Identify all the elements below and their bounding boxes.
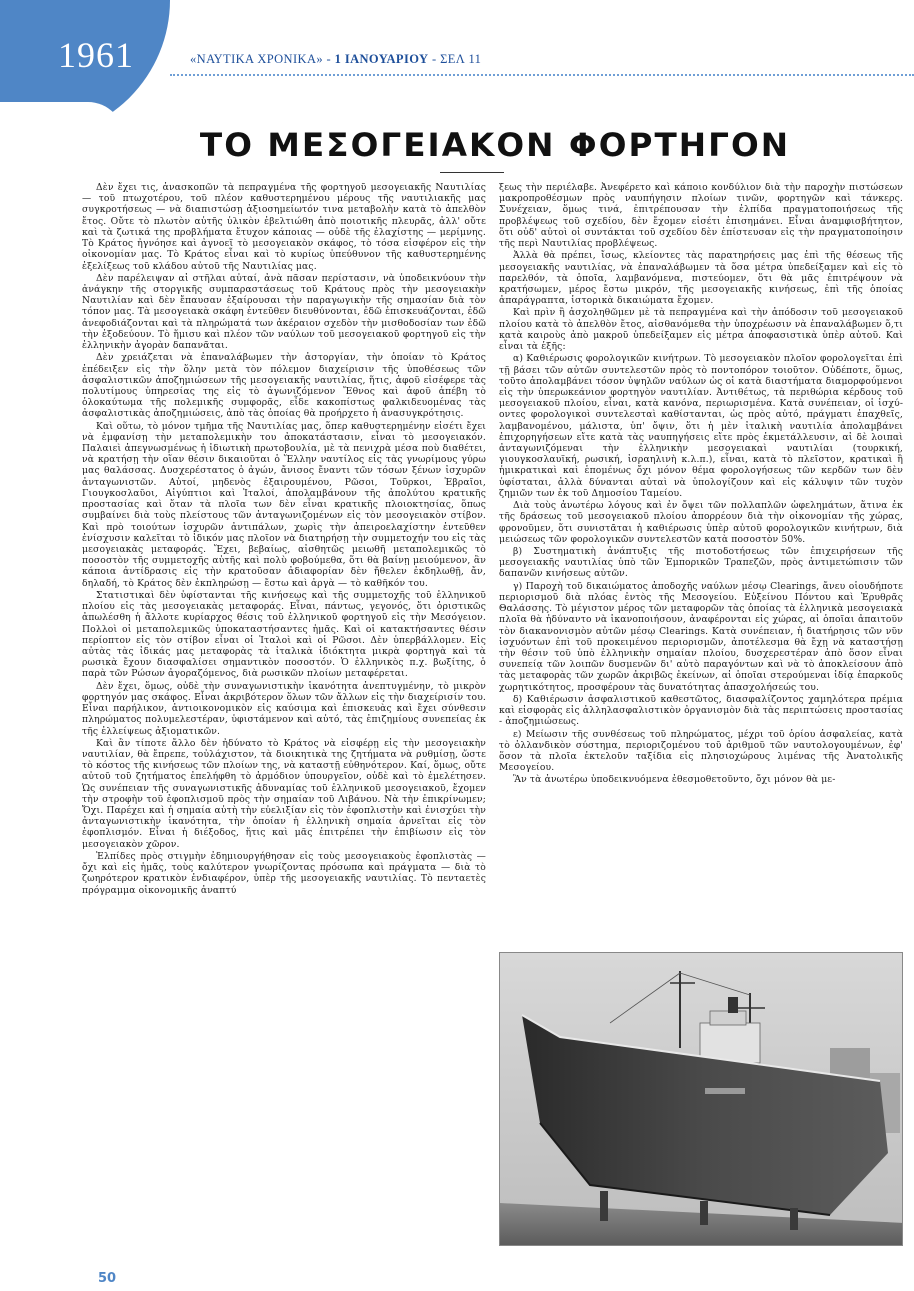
- title-underline: [440, 172, 504, 173]
- paragraph: γ) Παροχὴ τοῦ δικαιώματος ἀποδοχῆς ναύλων μέσῳ Clearings, ἄνευ οἱουδήποτε περιορισμοῦ διὰ πλόας ἐντὸς τῆς Μεσογείου. Εὐξείνου Πόντου καὶ Ἐρυθρᾶς Θαλάσσης. Τὸ μέγιστον μέρος τῶν μεταφορῶν τὰς ὁποίας τὰ ἑλληνικὰ μεσογειακὰ πλοῖα θὰ ἠδύναντο νὰ ἱκανοποιήσουν, ἀναφέρονται εἰς χώρας, αἱ ὁποῖαι ἀπαιτοῦν τὸν διακανονισμὸν αὐτῶν μέσῳ Clearings. Κατὰ συνέπειαν, ἡ διατήρησις τῶν νῦν ἰσχυόντων ἐπὶ τοῦ προκειμένου περιορισμῶν, ἀποτέλεσμα θὰ ἔχῃ νὰ καταστήσῃ τὴν θέσιν τοῦ ὑπὸ ἑλληνικὴν σημαίαν πλοίου, δυσχερεστέραν ἀπὸ ὅσον εἶναι συνεπείᾳ τῶν λοιπῶν δυσμενῶν δι' αὐτὸ παραγόντων καὶ νὰ τὸ ἀποκλείσουν ἀπὸ τὰς μεταφορὰς τῶν χωρῶν ἀκριβῶς ἐκείνων, αἱ ὁποῖαι στερούμεναι ἰδίᾳ ἐπαρκοῦς χωρητικότητος, προσφέρουν τὰς δυνατότητας ἀπασχολήσεώς του.: [499, 580, 903, 693]
- paragraph: ξεως τὴν περιέλαβε. Ἀνεφέρετο καὶ κάποιο κονδύλιον διὰ τὴν παροχὴν πιστώσεων μακροπροθέσμων πρὸς ναυπήγησιν πλοίων τινῶν, φορτηγῶν καὶ τάνκερς. Συνέχειαν, ὅμως τινά, ἐπιτρέπουσαν τὴν ἐλπίδα πραγματοποιήσεως τῆς προβλέψεως τοῦ σχεδίου, δὲν ἔχομεν εἰσέτι ἐπισημάνει. Εἶναι ἀναμφισβήτητον, ὅτι οὐδ' αὐτοὶ οἱ συντάκται τοῦ σχεδίου δὲν ἐπίστευσαν εἰς τὴν πραγματοποίησιν τῆς περὶ Ναυτιλίας προβλέψεως.: [499, 182, 903, 250]
- article-left-column: [82, 182, 486, 1122]
- article-right-column: [499, 182, 903, 940]
- running-head-prefix: «ΝΑΥΤΙΚΑ ΧΡΟΝΙΚΑ» -: [190, 52, 332, 66]
- page-number: 50: [98, 1271, 117, 1286]
- paragraph: ε) Μείωσιν τῆς συνθέσεως τοῦ πληρώματος, μέχρι τοῦ ὁρίου ἀσφαλείας, κατὰ τὸ ὁλλανδικὸν σύστημα, περιοριζομένου τοῦ ἀριθμοῦ τῶν ναυτολογουμένων, ἐφ' ὅσον τὰ πλοῖα ἐκτελοῦν ταξίδια εἰς πλησιοχώρους λιμένας τῆς Ἀνατολικῆς Μεσογείου.: [499, 728, 903, 774]
- paragraph: Καὶ πρὶν ἢ ἀσχοληθῶμεν μὲ τὰ πεπραγμένα καὶ τὴν ἀπόδοσιν τοῦ μεσογειακοῦ πλοίου κατὰ τὸ ἀπελθὸν ἔτος, αἰσθανόμεθα τὴν ὑποχρέωσιν νὰ ἐπαναλάβωμεν ὅ,τι κατὰ καιροὺς ἀπὸ μακροῦ ὑπεδείξαμεν εἰς μέτρα ἀποφασιστικὰ ὑπὲρ αὐτοῦ. Καὶ εἶναι τὰ ἑξῆς:: [499, 307, 903, 353]
- article-title: ΤΟ ΜΕΣΟΓΕΙΑΚΟΝ ΦΟΡΤΗΓΟΝ: [199, 126, 791, 164]
- cargo-ship-photo: [499, 952, 903, 1246]
- paragraph: Δὲν παρέλειψαν αἱ στῆλαι αὐταί, ἀνὰ πᾶσαν περίστασιν, νὰ ὑποδεικνύουν τὴν ἀνάγκην τῆς στοργικῆς συμπαραστάσεως τοῦ Κράτους πρὸς τὴν μεσογειακὴν Ναυτιλίαν καὶ δὲν ἔπαυσαν ἐξαίρουσαι τὴν παραγωγικὴν τῆς σημασίαν διὰ τὸν τόπον μας. Τὰ μεσογειακὰ σκάφη ἐντεῦθεν διευθύνονται, ἐδῶ ἐπισκευάζονται, ἐδῶ ἀνεφοδιάζονται καὶ τὰ πληρώματά των ἀκέραιον σχεδὸν τὴν μισθοδοσίαν των ἐδῶ τὴν ἐξοδεύουν. Τὸ ἥμισυ καὶ πλέον τῶν ναύλων τοῦ μεσογειακοῦ φορτηγοῦ εἰς τὴν ἑλληνικὴν ἀγορὰν δαπανᾶται.: [82, 272, 486, 352]
- paragraph: Ἂν τὰ ἀνωτέρω ὑποδεικνυόμενα ἐθεσμοθετοῦντο, ὄχι μόνον θὰ με-: [513, 774, 836, 786]
- paragraph: α) Καθιέρωσις φορολογικῶν κινήτρων. Τὸ μεσογειακὸν πλοῖον φορολογεῖται ἐπὶ τῇ βάσει τῶν αὐτῶν συντελεστῶν πρὸς τὸ ποντοπόρον τοιοῦτον. Οὐδέποτε, ὅμως, τοῦτο ἀπολαμβάνει τόσον ὑψηλῶν ναύλων ὡς οἱ κατὰ διαστήματα διαμορφούμενοι εἰς τὴν ὑπερωκεάνιον φορτηγὸν ναυτιλίαν. Ἀντιθέτως, τὰ περιθώρια κέρδους τοῦ μεσογειακοῦ πλοίου, εἶναι, κατὰ κανόνα, περιωρισμένα. Κατὰ συνέπειαν, οἱ ἰσχύοντες φορολογικοὶ συντελεσταὶ καθίστανται, ὡς πρὸς αὐτό, πράγματι ἐπαχθεῖς, λαμβανομένου, μάλιστα, ὑπ' ὄψιν, ὅτι ἡ μὲν ἰταλικὴ ναυτιλία ἀπολαμβάνει ἐπιχορηγήσεων εἴτε κατὰ τὰς ναυπηγήσεις εἴτε πρὸς ἐκμετάλλευσιν, αἱ δὲ λοιπαὶ ἀνταγωνιζόμεναι τὴν ἑλληνικὴν μεσογειακαὶ ναυτιλίαι (τουρκική, γιουγκοσλαυϊκή, ρωσική, ἰσραηλινὴ κ.λ.π.), εἶναι, κατὰ τὸ πλεῖστον, κρατικαὶ ἢ ἡμικρατικαὶ καὶ ἑπομένως ὄχι μόνον θέμα φορολογήσεως τῶν κερδῶν των δὲν ὑφίσταται, ἀλλὰ δύνανται αὐταὶ νὰ ὑπολογίζουν καὶ εἰς κάλυψιν τῶν τυχὸν ζημιῶν των ἐκ τοῦ Δημοσίου Ταμείου.: [499, 353, 903, 499]
- paragraph: Ἐλπίδες πρὸς στιγμὴν ἐδημιουργήθησαν εἰς τοὺς μεσογειακοὺς ἐφοπλιστὰς — ὄχι καὶ εἰς ἡμᾶς, τοὺς καλύτερον γνωρίζοντας πρόσωπα καὶ πράγματα — διὰ τὸ ζωηρότερον κρατικὸν ἐνδιαφέρον, ὑπὲρ τῆς μεσογειακῆς ναυτιλίας. Τὸ πενταετὲς πρόγραμμα οἰκονομικῆς ἀναπτύ: [82, 850, 486, 896]
- paragraph: Διὰ τοὺς ἀνωτέρω λόγους καὶ ἐν ὄψει τῶν πολλαπλῶν ὠφελημάτων, ἅτινα ἐκ τῆς δράσεως τοῦ μεσογειακοῦ πλοίου ἀπορρέουν διὰ τὴν οἰκονομίαν τῆς χώρας, φρονοῦμεν, ὅτι συνιστᾶται ἡ καθιέρωσις ὑπὲρ αὐτοῦ φορολογικῶν κινήτρων, διὰ μειώσεως τῶν φορολογικῶν συντελεστῶν κατὰ ποσοστὸν 50%.: [499, 500, 903, 545]
- paragraph: Δὲν ἔχει, ὅμως, οὐδὲ τὴν συναγωνιστικὴν ἱκανότητα ἀνεπτυγμένην, τὸ μικρὸν φορτηγόν μας σκάφος. Εἶναι ἀκριβότερον ὅλων τῶν ἄλλων εἰς τὴν διαχείρισίν του. Εἶναι παρήλικον, ἀντιοικονομικὸν εἰς καύσιμα καὶ ἐπισκευὰς καὶ ἔχει σύνθεσιν πληρώματος πολυμελεστέραν, ὑφιστάμενον καὶ αὐτό, τὰς ἐπιζημίους συνεπείας ἐκ τῆς ἐλλείψεως ἀξιοματικῶν.: [82, 680, 486, 737]
- paragraph: Δὲν χρειάζεται νὰ ἐπαναλάβωμεν τὴν ἀστοργίαν, τὴν ὁποίαν τὸ Κράτος ἐπέδειξεν εἰς τὴν ὅλην μετὰ τὸν πόλεμον διαχείρισιν τῆς ὑποθέσεως τῶν ἀσφαλιστικῶν ἀποζημιώσεων τῆς μεσογειακῆς ναυτιλίας, ἥτις, ἀφοῦ εἰσέφερε τὰς πολυτίμους ὑπηρεσίας της εἰς τὸ ἀγωνιζόμενον Ἔθνος καὶ ἀφοῦ ἀπέβη τὸ ὁλοκαύτωμα τῆς πολεμικῆς συμφορᾶς, εἶδε κακοπίστως φαλκιδευομένας τὰς ἀσφαλιστικὰς ἀποζημιώσεις, ἀπὸ τὰς ὁποίας θὰ προήρχετο ἡ ἀνασυγκρότησις.: [82, 352, 486, 420]
- paragraph: Καὶ οὕτω, τὸ μόνον τμῆμα τῆς Ναυτιλίας μας, ὅπερ καθυστερημένην εἰσέτι ἔχει νὰ ἐμφανίσῃ τὴν μεταπολεμικὴν του ἀποκατάστασιν, εἶναι τὸ μεσογειακόν. Παλαιεὶ ἀπεγνωσμένως ἡ ἰδιωτικὴ πρωτοβουλία, μὲ τὰ πενιχρὰ μέσα ποὺ διαθέτει, νὰ κρατήσῃ τὴν οἵαν θέσιν δικαιοῦται ὁ Ἕλλην ναυτίλος εἰς τὰς γνωρίμους γύρω μας θαλάσσας. Δυσχερέστατος ὁ ἀγών, ἄνισος ἔναντι τῶν τόσων ξένων ἰσχυρῶν ἀνταγωνιστῶν. Αὐτοί, μηδενὸς ἐξαιρουμένου, Ρῶσοι, Τοῦρκοι, Ἑβραῖοι, Γιουγκοσλαῦοι, Αἰγύπτιοι καὶ Ἰταλοί, ἀπολαμβάνουν τῆς ἀπολύτου κρατικῆς προστασίας καὶ ὅταν τὰ πλοῖα των δὲν εἶναι κρατικῆς πλοιοκτησίας, ὅπως συμβαίνει διὰ τοὺς πλείστους τῶν ἀνταγωνιζομένων εἰς τὸν μεσογειακὸν στίβον. Καὶ πρὸ τοιούτων ἰσχυρῶν ἀντιπάλων, χωρὶς τὴν ἀπειροελαχίστην ἐντεῦθεν ἐνίσχυσιν καλεῖται τὸ ἰδικόν μας πλοῖον νὰ διατηρήσῃ τὴν συμμετοχήν του εἰς τὰς μεσογειακὰς μεταφοράς. Ἔχει, βεβαίως, αἰσθητῶς μειωθῆ μεταπολεμικῶς τὸ ποσοστὸν τῆς συμμετοχῆς αὐτῆς καὶ πολὺ φοβούμεθα, ὅτι θὰ βαίνῃ μειούμενον, ἂν κάποια ἀντίδρασις εἰς τὴν κρατοῦσαν ἀδιαφορίαν δὲν ἤθελεν ἐκδηλωθῇ, ἄν, δηλαδή, τὸ Κράτος δὲν ἐκπληρώσῃ — ἔστω καὶ ἀργὰ — τὸ καθῆκόν του.: [82, 420, 486, 589]
- running-head-suffix: - ΣΕΛ 11: [431, 52, 482, 66]
- running-head-date: 1 ΙΑΝΟΥΑΡΙΟΥ: [334, 52, 429, 66]
- paragraph: Δὲν ἔχει τις, ἀνασκοπῶν τὰ πεπραγμένα τῆς φορτηγοῦ μεσογειακῆς Ναυτιλίας — τοῦ πτωχοτέρου, τοῦ πλέον καθυστερημένου μέρους τῆς ναυτιλιακῆς μας συγκροτήσεως — νὰ διαπιστώσῃ ἀξιοσημείωτόν τινα μεταβολὴν κατὰ τὸ ἀπελθὸν ἔτος. Οὔτε τὸ πλωτὸν αὐτῆς ὑλικὸν ἐβελτιώθη ἀπὸ ποιοτικῆς πλευρᾶς, ἀλλ' οὔτε καὶ τὰ ζωτικά της προβλήματα ἔτυχον κάποιας — οὐδὲ τῆς ἐλαχίστης — μερίμνης. Τὸ Κράτος ἠγνόησε καὶ ἀγνοεῖ τὸ μεσογειακὸν σκάφος, τὸ τόσα εἰσφέρον εἰς τὴν οἰκονομίαν μας. Τὸ Κράτος εἶναι καὶ τὸ κυρίως ὑπεύθυνον τῆς καθυστερημένης ἐξελίξεως τοῦ κλάδου αὐτοῦ τῆς Ναυτιλίας μας.: [82, 182, 486, 272]
- paragraph: Ἀλλὰ θὰ πρέπει, ἴσως, κλείοντες τὰς παρατηρήσεις μας ἐπὶ τῆς θέσεως τῆς μεσογειακῆς ναυτιλίας, νὰ ἐπαναλάβωμεν τὰ ὅσα μέτρα ὑπεδείξαμεν καὶ εἰς τὸ παρελθόν, τὰ ὁποῖα, λαμβανόμενα, πιστεύομεν, ὅτι θὰ μᾶς ἐπιτρέψουν νὰ κρατήσωμεν, μέρος ἔστω μικρόν, τῆς μεσογειακῆς κινήσεως, ἐπὶ τῆς ὁποίας ἀπαράγραπτα, ἱστορικὰ δικαιώματα ἔχομεν.: [499, 250, 903, 307]
- header-dotted-rule: [170, 74, 914, 76]
- running-head: [190, 52, 481, 67]
- cargo-ship-illustration: [500, 953, 903, 1246]
- paragraph: Καὶ ἂν τίποτε ἄλλο δὲν ἠδύνατο τὸ Κράτος νὰ εἰσφέρῃ εἰς τὴν μεσογειακὴν ναυτιλίαν, θὰ ἔπρεπε, τοὐλάχιστον, τὰ διοικητικὰ της ζητήματα νὰ ρυθμίσῃ, ὥστε τὸ κόστος τῆς κινήσεως τῶν πλοίων της, νὰ καταστῇ εὐθηνότερον. Καί, ὅμως, οὔτε αὐτοῦ τοῦ ζητήματος ἐπελήφθη τὸ ἁρμόδιον ὑπουργεῖον, οὐδὲ καὶ τὸ ἐμελέτησεν. Ὡς συνέπειαν τῆς συναγωνιστικῆς ἀδυναμίας τοῦ ἑλληνικοῦ μεσογειακοῦ, ἔχομεν τὴν στροφὴν τοῦ ἐφοπλισμοῦ πρὸς τὴν σημαίαν τοῦ Λιβάνου. Νὰ τὴν ἐπικρίνωμεν; Ὄχι. Παρέχει καὶ ἡ σημαία αὐτὴ τὴν εὐελιξίαν εἰς τὸν ἐφοπλιστὴν καὶ ἐνισχύει τὴν ἀνταγωνιστικὴν ἱκανότητα, τὴν ὁποίαν ἡ ἑλληνικὴ σημαία ἀρνεῖται εἰς τὸν ἐφοπλισμόν. Εἶναι ἡ διέξοδος, ἥτις καὶ μᾶς ἐπιτρέπει τὴν ἐπιβίωσιν εἰς τὸν μεσογειακὸν χῶρον.: [82, 737, 486, 850]
- paragraph: Στατιστικαὶ δὲν ὑφίστανται τῆς κινήσεως καὶ τῆς συμμετοχῆς τοῦ ἑλληνικοῦ πλοίου εἰς τὰς μεσογειακὰς μεταφοράς. Εἶναι, πάντως, γεγονός, ὅτι ὁριστικῶς ἀπωλέσθη ἡ ἄλλοτε κυρίαρχος θέσις τοῦ ἑλληνικοῦ φορτηγοῦ εἰς τὴν Μεσόγειον. Πολλοὶ οἱ μεταπολεμικῶς ὑποκαταστήσαντες ἡμᾶς. Καὶ οἱ κατακτήσαντες θέσιν περίοπτον εἰς τὸν στίβον εἶναι οἱ Ἰταλοὶ καὶ οἱ Ρῶσοι. Δὲν ὑπερβάλλομεν. Εἰς αὐτὰς τὰς ἰδικάς μας μεταφορὰς τὰ ἰταλικὰ ἰδιόκτητα μικρὰ φορτηγὰ καὶ τὰ ρωσικὰ ἔχουν διασφαλίσει σημαντικὸν ποσοστόν. Ὁ ἑλληνικὸς π.χ. βωξίτης, ὁ παρὰ τῶν Ρώσων ἀγοραζόμενος, διὰ ρωσικῶν πλοίων μεταφέρεται.: [82, 589, 486, 680]
- paragraph: β) Συστηματικὴ ἀνάπτυξις τῆς πιστοδοτήσεως τῶν ἐπιχειρήσεων τῆς μεσογειακῆς ναυτιλίας ὑπὸ τῶν Ἐμπορικῶν Τραπεζῶν, πρὸς ἀντιμετώπισιν τῶν δαπανῶν κινήσεως αὐτῶν.: [499, 546, 903, 580]
- year-label: 1961: [58, 35, 134, 75]
- paragraph: δ) Καθιέρωσιν ἀσφαλιστικοῦ καθεστῶτος, διασφαλίζοντος χαμηλότερα πρέμια καὶ εἰσφορὰς εἰς ἀλληλασφαλιστικὸν ὀργανισμὸν διὰ τὰς περιπτώσεις προστασίας - ἀποζημιώσεως.: [499, 693, 903, 728]
